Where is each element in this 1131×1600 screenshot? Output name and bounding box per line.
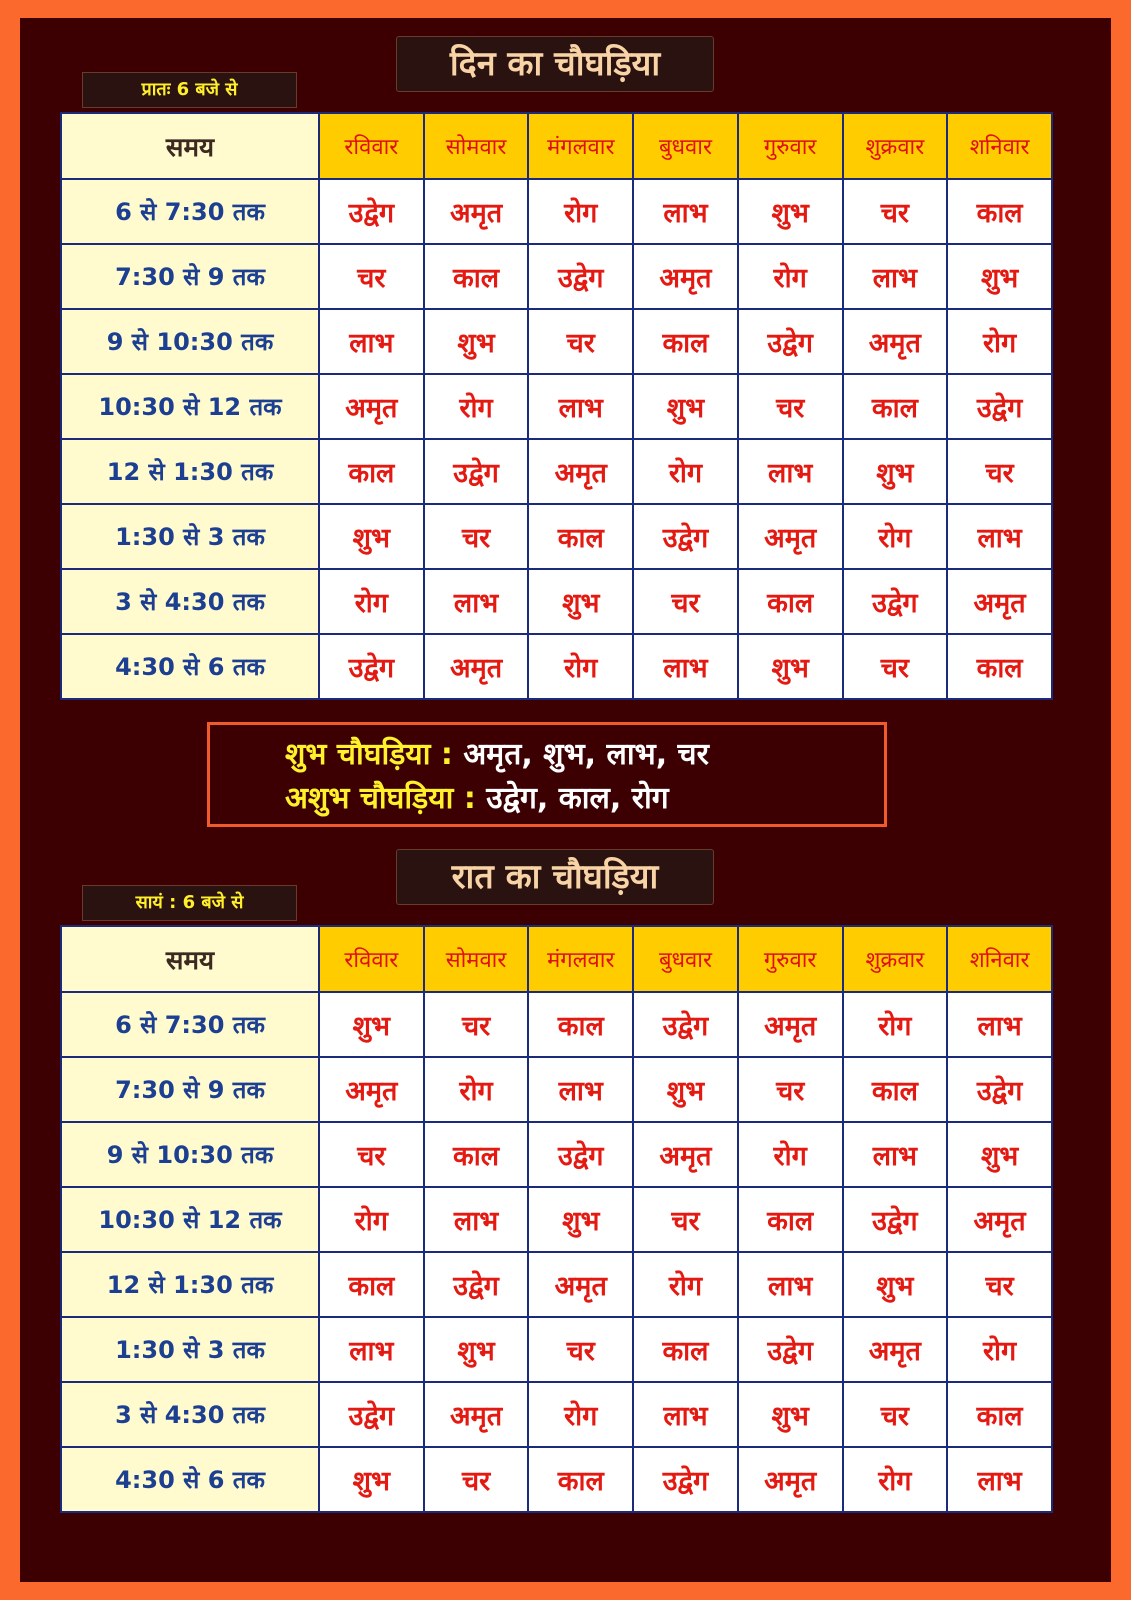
choghadiya-cell: रोग bbox=[424, 1057, 529, 1122]
day-header: शनिवार bbox=[947, 113, 1052, 179]
choghadiya-cell: अमृत bbox=[633, 1122, 738, 1187]
table-row bbox=[61, 1317, 1052, 1382]
legend-box bbox=[207, 722, 887, 827]
choghadiya-cell: अमृत bbox=[528, 1252, 633, 1317]
choghadiya-cell: उद्वेग bbox=[843, 1187, 948, 1252]
choghadiya-cell: शुभ bbox=[319, 992, 424, 1057]
choghadiya-cell: उद्वेग bbox=[633, 992, 738, 1057]
choghadiya-cell: काल bbox=[843, 374, 948, 439]
choghadiya-cell: लाभ bbox=[947, 504, 1052, 569]
night-start-label: सायं : 6 बजे से bbox=[82, 885, 297, 921]
table-row bbox=[61, 992, 1052, 1057]
day-title: दिन का चौघड़िया bbox=[396, 36, 714, 92]
time-slot: 4:30 से 6 तक bbox=[61, 634, 319, 699]
choghadiya-cell: शुभ bbox=[947, 244, 1052, 309]
day-header: शनिवार bbox=[947, 926, 1052, 992]
time-slot: 10:30 से 12 तक bbox=[61, 374, 319, 439]
table-row bbox=[61, 1447, 1052, 1512]
choghadiya-cell: शुभ bbox=[424, 1317, 529, 1382]
choghadiya-cell: चर bbox=[738, 374, 843, 439]
choghadiya-cell: रोग bbox=[843, 992, 948, 1057]
choghadiya-cell: रोग bbox=[633, 439, 738, 504]
choghadiya-cell: चर bbox=[947, 1252, 1052, 1317]
choghadiya-cell: उद्वेग bbox=[633, 504, 738, 569]
choghadiya-cell: रोग bbox=[947, 309, 1052, 374]
choghadiya-cell: चर bbox=[528, 1317, 633, 1382]
choghadiya-cell: लाभ bbox=[633, 1382, 738, 1447]
choghadiya-cell: काल bbox=[738, 569, 843, 634]
choghadiya-cell: काल bbox=[947, 634, 1052, 699]
choghadiya-cell: रोग bbox=[528, 1382, 633, 1447]
header-row bbox=[61, 926, 1052, 992]
choghadiya-cell: चर bbox=[319, 244, 424, 309]
choghadiya-cell: अमृत bbox=[738, 504, 843, 569]
day-header: शुक्रवार bbox=[843, 926, 948, 992]
time-slot: 7:30 से 9 तक bbox=[61, 1057, 319, 1122]
choghadiya-cell: लाभ bbox=[633, 634, 738, 699]
choghadiya-cell: लाभ bbox=[424, 1187, 529, 1252]
shubh-label: शुभ चौघड़िया : bbox=[285, 737, 453, 772]
day-header: सोमवार bbox=[424, 926, 529, 992]
choghadiya-cell: लाभ bbox=[843, 1122, 948, 1187]
choghadiya-cell: काल bbox=[319, 439, 424, 504]
table-row bbox=[61, 504, 1052, 569]
legend-ashubh bbox=[285, 777, 884, 821]
choghadiya-cell: शुभ bbox=[633, 1057, 738, 1122]
choghadiya-cell: चर bbox=[843, 634, 948, 699]
choghadiya-cell: चर bbox=[424, 504, 529, 569]
choghadiya-cell: काल bbox=[424, 1122, 529, 1187]
time-slot: 9 से 10:30 तक bbox=[61, 1122, 319, 1187]
choghadiya-cell: अमृत bbox=[738, 992, 843, 1057]
choghadiya-cell: रोग bbox=[738, 244, 843, 309]
table-row bbox=[61, 1057, 1052, 1122]
choghadiya-cell: चर bbox=[738, 1057, 843, 1122]
choghadiya-cell: चर bbox=[633, 1187, 738, 1252]
choghadiya-cell: उद्वेग bbox=[424, 439, 529, 504]
day-header: मंगलवार bbox=[528, 926, 633, 992]
time-slot: 12 से 1:30 तक bbox=[61, 439, 319, 504]
choghadiya-cell: उद्वेग bbox=[319, 1382, 424, 1447]
choghadiya-cell: लाभ bbox=[947, 992, 1052, 1057]
time-slot: 12 से 1:30 तक bbox=[61, 1252, 319, 1317]
choghadiya-cell: चर bbox=[424, 992, 529, 1057]
choghadiya-cell: चर bbox=[528, 309, 633, 374]
table-row bbox=[61, 569, 1052, 634]
choghadiya-cell: चर bbox=[843, 179, 948, 244]
choghadiya-cell: चर bbox=[947, 439, 1052, 504]
choghadiya-cell: शुभ bbox=[633, 374, 738, 439]
choghadiya-cell: उद्वेग bbox=[947, 1057, 1052, 1122]
choghadiya-cell: रोग bbox=[633, 1252, 738, 1317]
choghadiya-cell: लाभ bbox=[738, 1252, 843, 1317]
choghadiya-cell: रोग bbox=[738, 1122, 843, 1187]
day-header: गुरुवार bbox=[738, 926, 843, 992]
time-slot: 1:30 से 3 तक bbox=[61, 504, 319, 569]
time-slot: 3 से 4:30 तक bbox=[61, 1382, 319, 1447]
time-slot: 10:30 से 12 तक bbox=[61, 1187, 319, 1252]
day-header: बुधवार bbox=[633, 113, 738, 179]
choghadiya-cell: लाभ bbox=[528, 1057, 633, 1122]
choghadiya-cell: उद्वेग bbox=[633, 1447, 738, 1512]
choghadiya-cell: काल bbox=[947, 179, 1052, 244]
header-row bbox=[61, 113, 1052, 179]
choghadiya-cell: लाभ bbox=[528, 374, 633, 439]
choghadiya-cell: काल bbox=[633, 309, 738, 374]
time-header: समय bbox=[61, 113, 319, 179]
time-slot: 6 से 7:30 तक bbox=[61, 179, 319, 244]
table-row bbox=[61, 309, 1052, 374]
choghadiya-cell: अमृत bbox=[528, 439, 633, 504]
choghadiya-cell: अमृत bbox=[424, 1382, 529, 1447]
choghadiya-cell: उद्वेग bbox=[319, 634, 424, 699]
choghadiya-cell: उद्वेग bbox=[424, 1252, 529, 1317]
choghadiya-cell: शुभ bbox=[738, 179, 843, 244]
choghadiya-cell: चर bbox=[424, 1447, 529, 1512]
choghadiya-cell: लाभ bbox=[947, 1447, 1052, 1512]
choghadiya-cell: अमृत bbox=[424, 634, 529, 699]
choghadiya-cell: शुभ bbox=[424, 309, 529, 374]
choghadiya-cell: अमृत bbox=[319, 374, 424, 439]
choghadiya-cell: चर bbox=[319, 1122, 424, 1187]
choghadiya-cell: रोग bbox=[528, 634, 633, 699]
choghadiya-cell: काल bbox=[738, 1187, 843, 1252]
choghadiya-cell: काल bbox=[947, 1382, 1052, 1447]
day-choghadiya-table bbox=[60, 112, 1053, 700]
time-slot: 4:30 से 6 तक bbox=[61, 1447, 319, 1512]
choghadiya-cell: लाभ bbox=[424, 569, 529, 634]
choghadiya-cell: चर bbox=[633, 569, 738, 634]
choghadiya-cell: उद्वेग bbox=[738, 1317, 843, 1382]
table-row bbox=[61, 439, 1052, 504]
choghadiya-cell: अमृत bbox=[319, 1057, 424, 1122]
night-title: रात का चौघड़िया bbox=[396, 849, 714, 905]
choghadiya-cell: रोग bbox=[843, 1447, 948, 1512]
choghadiya-cell: लाभ bbox=[319, 309, 424, 374]
choghadiya-cell: चर bbox=[843, 1382, 948, 1447]
choghadiya-cell: काल bbox=[424, 244, 529, 309]
choghadiya-cell: शुभ bbox=[319, 1447, 424, 1512]
choghadiya-cell: रोग bbox=[528, 179, 633, 244]
shubh-values: अमृत, शुभ, लाभ, चर bbox=[463, 737, 709, 772]
choghadiya-cell: शुभ bbox=[738, 634, 843, 699]
choghadiya-cell: शुभ bbox=[319, 504, 424, 569]
choghadiya-cell: लाभ bbox=[633, 179, 738, 244]
table-row bbox=[61, 634, 1052, 699]
day-header: बुधवार bbox=[633, 926, 738, 992]
choghadiya-cell: शुभ bbox=[947, 1122, 1052, 1187]
time-header: समय bbox=[61, 926, 319, 992]
table-row bbox=[61, 244, 1052, 309]
legend-shubh bbox=[285, 733, 884, 777]
table-row bbox=[61, 1382, 1052, 1447]
time-slot: 1:30 से 3 तक bbox=[61, 1317, 319, 1382]
choghadiya-cell: काल bbox=[633, 1317, 738, 1382]
choghadiya-cell: रोग bbox=[319, 1187, 424, 1252]
choghadiya-cell: अमृत bbox=[633, 244, 738, 309]
table-row bbox=[61, 1187, 1052, 1252]
day-header: रविवार bbox=[319, 926, 424, 992]
choghadiya-cell: उद्वेग bbox=[843, 569, 948, 634]
choghadiya-cell: रोग bbox=[424, 374, 529, 439]
choghadiya-cell: उद्वेग bbox=[947, 374, 1052, 439]
choghadiya-cell: रोग bbox=[947, 1317, 1052, 1382]
choghadiya-cell: उद्वेग bbox=[738, 309, 843, 374]
choghadiya-cell: शुभ bbox=[528, 569, 633, 634]
choghadiya-cell: शुभ bbox=[843, 1252, 948, 1317]
time-slot: 3 से 4:30 तक bbox=[61, 569, 319, 634]
ashubh-label: अशुभ चौघड़िया : bbox=[285, 781, 476, 816]
choghadiya-cell: अमृत bbox=[947, 1187, 1052, 1252]
choghadiya-cell: काल bbox=[528, 992, 633, 1057]
choghadiya-cell: उद्वेग bbox=[528, 1122, 633, 1187]
choghadiya-cell: शुभ bbox=[738, 1382, 843, 1447]
day-header: गुरुवार bbox=[738, 113, 843, 179]
choghadiya-cell: अमृत bbox=[843, 309, 948, 374]
choghadiya-cell: लाभ bbox=[738, 439, 843, 504]
choghadiya-cell: रोग bbox=[843, 504, 948, 569]
choghadiya-cell: काल bbox=[528, 504, 633, 569]
time-slot: 7:30 से 9 तक bbox=[61, 244, 319, 309]
day-header: मंगलवार bbox=[528, 113, 633, 179]
choghadiya-cell: लाभ bbox=[319, 1317, 424, 1382]
choghadiya-cell: अमृत bbox=[843, 1317, 948, 1382]
choghadiya-cell: लाभ bbox=[843, 244, 948, 309]
choghadiya-cell: काल bbox=[528, 1447, 633, 1512]
choghadiya-cell: अमृत bbox=[738, 1447, 843, 1512]
table-row bbox=[61, 1252, 1052, 1317]
ashubh-values: उद्वेग, काल, रोग bbox=[486, 781, 669, 816]
choghadiya-cell: काल bbox=[319, 1252, 424, 1317]
choghadiya-cell: शुभ bbox=[528, 1187, 633, 1252]
day-header: रविवार bbox=[319, 113, 424, 179]
choghadiya-cell: उद्वेग bbox=[319, 179, 424, 244]
choghadiya-cell: अमृत bbox=[947, 569, 1052, 634]
table-row bbox=[61, 179, 1052, 244]
time-slot: 6 से 7:30 तक bbox=[61, 992, 319, 1057]
day-start-label: प्रातः 6 बजे से bbox=[82, 72, 297, 108]
table-row bbox=[61, 1122, 1052, 1187]
choghadiya-cell: अमृत bbox=[424, 179, 529, 244]
choghadiya-cell: रोग bbox=[319, 569, 424, 634]
day-header: सोमवार bbox=[424, 113, 529, 179]
table-row bbox=[61, 374, 1052, 439]
day-header: शुक्रवार bbox=[843, 113, 948, 179]
time-slot: 9 से 10:30 तक bbox=[61, 309, 319, 374]
choghadiya-cell: काल bbox=[843, 1057, 948, 1122]
choghadiya-cell: शुभ bbox=[843, 439, 948, 504]
choghadiya-cell: उद्वेग bbox=[528, 244, 633, 309]
night-choghadiya-table bbox=[60, 925, 1053, 1513]
